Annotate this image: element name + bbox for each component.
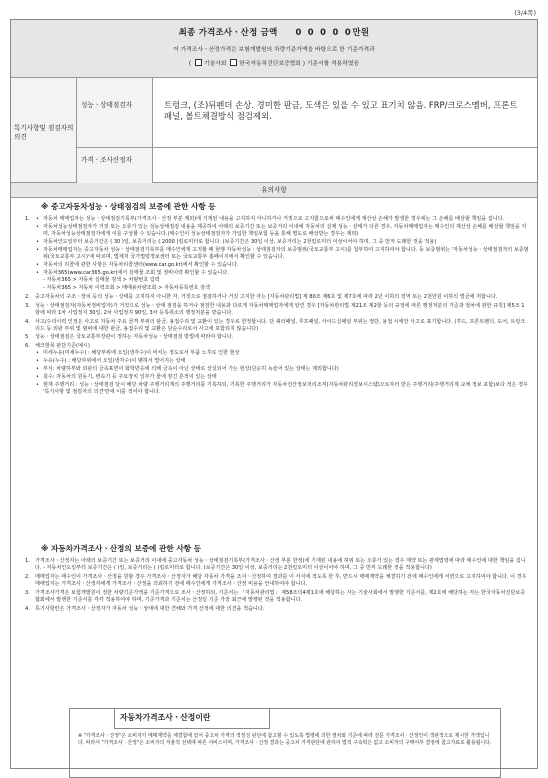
bullet-text: - 자동차365 > 자동차 실매물 검색 > 차량번호 입력 xyxy=(43,277,160,284)
bullet-item xyxy=(35,262,529,269)
bullet-icon: • xyxy=(36,381,40,388)
item-text: 중고자동차의 구조ㆍ장치 등의 성능ㆍ상태를 고지하지 아니한 자, 거짓으로 점검하거나 거짓 고지한 자는 [자동차관리법] 제 80조 제6호 및 제7호에 따라 2년 이하의 징역 또는 2천만원 이하의 벌금에 처합니다. xyxy=(35,293,498,300)
bullet-item xyxy=(35,358,529,365)
list-item xyxy=(25,334,529,341)
list-item xyxy=(25,574,529,588)
bullet-text: 침수: 자동차의 원동기, 변속기 등 주요장치 일부가 물에 잠긴 흔적이 있는 상태 xyxy=(43,373,217,380)
bullet-icon: • xyxy=(36,365,40,372)
list-item xyxy=(25,558,529,572)
list-item xyxy=(25,216,529,292)
item-text: 특기사항란은 가격조사ㆍ산정자가 자동차 성능ㆍ상태에 대한 견해와 가격 산정에 대한 의견을 적습니다. xyxy=(35,605,265,612)
bullet-item xyxy=(35,382,529,396)
item-text: 사고/수리이력 인정은 사고로 자동차 주요 골격 부위의 판금, 용접수리 및 교환이 있는 경우로 한정합니다. 단 쿼터패널, 루프패널, 사이드실패널 부위는 절단, 용접 시에만 사고로 표기합니다. (후드, 프론트펜더, 도어, 트렁크리드 등 외판 부위 및 범퍼에 대한 판금, 용접수리 및 교환은 단순수리로서 사고에 포함되지 않습니다) xyxy=(35,318,526,332)
bullet-icon: • xyxy=(36,350,40,357)
list-item xyxy=(25,319,529,333)
bullet-text: 자동차매매업자는 중고자동차 성능ㆍ상태점검기록부를 매수인에게 고지할 때 현행 자동차성능ㆍ상태점검자의 보증범위(국토교통부 고시)를 첨부하여 고지하여야 합니다. 동 보증범위는 '자동차성능ㆍ상태점검자의 보증범위(국토교통부 고시)'에 따르며, 법제처 국가법령정보센터 또는 국토교통부 홈페이지에서 확인할 수 있습니다. xyxy=(43,246,529,260)
item-number: 3. xyxy=(25,590,30,597)
bullet-icon: • xyxy=(36,216,40,223)
price-unit: 만원 xyxy=(352,27,370,37)
bullet-text: 현재 주행거리 : 성능ㆍ상태점검 당시 해당 차량 주행거리계의 주행거리를 기록하되, 기록한 주행거리가 자동차전산정보처리조직(자동차관리정보시스템)으로부터 받은 주행거리(주행거리계 교체 정보 포함)보다 적은 경우 '특기사항 및 점검자의 의견'란에 이를 적어야 합니다. xyxy=(43,381,528,395)
bullet-item xyxy=(35,277,529,284)
bullet-icon: • xyxy=(36,261,40,268)
bullet-item xyxy=(35,216,529,223)
bullet-text: 자동차인도일부터 보증기간은 ( 30 )일, 보증거리는 ( 2000 )킬로미터로 합니다. (보증기간은 30일 이상, 보증거리는 2천킬로미터 이상이어야 하며, 그 중 먼저 도래한 것을 적용) xyxy=(43,239,437,245)
definition-box xyxy=(69,708,501,778)
list-item xyxy=(25,590,529,604)
price-title: 최종 가격조사ㆍ산정 금액 xyxy=(178,27,278,37)
list-item xyxy=(25,343,529,396)
item-number: 1. xyxy=(25,558,30,565)
item-number: 2. xyxy=(25,574,30,581)
section-price-warranty xyxy=(11,545,537,615)
item-text: 매매업자는 매수인이 가격조사ㆍ산정을 원할 경우 가격조사ㆍ산정자가 해당 자동차 가격을 조사ㆍ산정하여 결과를 이 서식에 적도록 한 후, 반드시 매매계약을 체결하기 전에 매수인에게 서면으로 고지하여야 합니다. 이 경우 매매업자는 가격조사ㆍ산정자에게 가격조사ㆍ산정을 의뢰하기 전에 매수인에게 가격조사ㆍ산정 비용을 안내하여야 합니다. xyxy=(35,574,527,588)
document-frame xyxy=(10,19,538,769)
bullet-icon: • xyxy=(36,269,40,276)
definition-title: 자동차가격조사ㆍ산정이란 xyxy=(120,713,211,722)
price-header xyxy=(11,20,537,78)
section1-title: ※ 중고자동차성능ㆍ상태점검의 보증에 관한 사항 등 xyxy=(41,202,216,211)
bullet-text: 자동차성능상태점검자가 거짓 또는 오류가 있는 성능상태점검 내용을 제공하여 아래의 보증기간 또는 보증거리 이내에 자동차의 실제 성능ㆍ상태가 다른 경우, 자동차매매업자는 매수인의 재산상 손해를 배상할 책임을 지며, 자동차성능상태점검자에게 이를 구상할 수 있습니다.(매수인이 성능상태점검자가 가입한 책임보험 등을 통해 별도로 배상받는 경우는 제외) xyxy=(43,224,527,238)
item-text: 성능ㆍ상태점검자(자동차정비업자)가 거짓으로 성능ㆍ상태 점검을 하거나 점검한 내용과 다르게 자동차매매업자에게 알린 경우 [자동차관리법 제21조 제2항 등의 규정에 따른 행정처분의 기준과 절차에 관한 규칙] 제5조 1항에 따라 1차 사업정지 30일, 2차 사업정지 90일, 3차 등록취소의 행정처분을 받습니다. xyxy=(35,302,525,316)
bullet-icon: • xyxy=(36,246,40,253)
list-item xyxy=(25,606,529,613)
section-inspection-warranty xyxy=(11,203,537,397)
list-item xyxy=(25,294,529,301)
price-amount: 0 0 0 0 0 xyxy=(295,27,353,37)
bullet-item xyxy=(35,366,529,373)
item-number: 4. xyxy=(25,605,30,612)
page-number: (3/4쪽) xyxy=(514,9,536,17)
price-basis-text: 이 가격조사ㆍ산정가격은 보험개발원의 차량기준가액을 바탕으로 한 기준가격과 xyxy=(173,47,375,53)
bullet-text: 부식: 차량하부와 외판의 금속표면이 화학반응에 의해 금속이 아닌 상태로 상실되어 가는 현상(단순히 녹슬어 있는 상태는 제외합니다) xyxy=(43,365,339,372)
bullet-item xyxy=(35,270,529,277)
item-number: 3. xyxy=(25,302,30,309)
item-text: 가격조사가격은 보험개발원이 정한 차량기준가액을 기준가격으로 조사ㆍ산정하되, 기준서는 「자동차관리법」 제58조의4제1호에 해당하는 자는 기술사회에서 발행한 기준서를, 제2호에 해당하는 자는 한국자동차진단보증협회에서 발행한 기준서를 각각 적용하여야 하며, 기준가격과 기준서는 산정일 기준 가장 최근에 발행된 것을 적용합니다. xyxy=(35,590,526,604)
standard-selection: ( 기술사회 한국자동차진단보증협회 ) 기준서를 적용하였음 xyxy=(188,61,360,67)
item-text: 가격조사ㆍ산정자는 아래의 보증기간 또는 보증거리 이내에 중고자동차 성능ㆍ상태점검기록부(가격조사ㆍ산정 부분 한정)에 기재된 내용에 허위 또는 오류가 있는 경우 계약 또는 관계법령에 따라 매수인에 대한 책임을 집니다. - 자동차인도일부터 보증기간은 ( )일, 보증거리는 ( )킬로미터로 합니다. (보증기간은 30일 이상, 보증거리는 2천킬로미터 이상이어야 하며, 그 중 먼저 도래한 것을 적용합니다) xyxy=(35,558,526,572)
bullet-text: 누유(누수) : 해당부위에서 오일(냉각수)이 맺혀서 떨어지는 상태 xyxy=(43,358,186,365)
bullet-icon: • xyxy=(36,373,40,380)
opinion-table xyxy=(11,78,537,183)
list-item xyxy=(25,303,529,317)
bullet-item xyxy=(35,285,529,292)
bullet-icon: • xyxy=(36,224,40,230)
section2-list xyxy=(25,558,529,613)
bullet-item xyxy=(35,247,529,261)
bullet-text: 미세누유(미세누수) : 해당부위에 오일(냉각수)이 비치는 정도로서 부품 노후로 인한 현상 xyxy=(43,350,240,357)
item-text: 체크항목 판단기준(예시) xyxy=(35,343,90,350)
bullet-icon: • xyxy=(36,239,40,245)
option-association: 한국자동차진단보증협회 xyxy=(239,61,301,67)
bullet-item xyxy=(35,224,529,238)
checkbox-association[interactable] xyxy=(230,59,237,66)
appraiser-label: 가격ㆍ조사산정자 xyxy=(77,148,153,183)
item-text: 성능ㆍ상태점검은 국토교통부장관이 정하는 자동차성능ㆍ상태점검 방법에 따라야 합니다. xyxy=(35,334,234,341)
bullet-item xyxy=(35,350,529,357)
bullet-text: - 자동차365 > 자동차 이력조회 > 매매용차량조회 > 자동차등록번호 검색 xyxy=(43,285,210,292)
bullet-icon: • xyxy=(36,358,40,365)
section2-title: ※ 자동차가격조사ㆍ산정의 보증에 관한 사항 등 xyxy=(41,544,201,553)
definition-text: ※ "가격조사ㆍ산정"은 소비자가 매매계약을 체결함에 있어 중고차 가격의 적정성 판단에 참고할 수 있도록 법령에 의한 절차와 기준에 따라 전문 가격조사ㆍ산정인이 객관적으로 제시한 가액입니다. 따라서 "가격조사ㆍ산정"은 소비자의 자율적 선택에 따른 서비스이며, 가격조사ㆍ산정 결과는 중고차 가격판단에 관하여 법적 구속력은 없고 소비자의 구매여부 결정에 참고자료로 활용됩니다. xyxy=(78,733,492,746)
inspector-label: 성능ㆍ상태점검자 xyxy=(77,78,153,148)
inspector-opinion: 트렁크, (조)뒤펜더 손상. 경미한 판금, 도색은 있을 수 있고 표기치 않음. FRP/크로스멤버, 프론트 패널, 볼트체결방식 점검제외. xyxy=(153,78,537,148)
bullet-item xyxy=(35,374,529,381)
item-number: 4. xyxy=(25,318,30,325)
bullet-text: 자동차의 리콜에 관한 사항은 자동차리콜센터(www.car.go.kr)에서 확인할 수 있습니다. xyxy=(43,261,239,268)
option-engineers: 기술사회 xyxy=(204,61,227,67)
opinion-label: 특기사항및 점검자의 의견 xyxy=(11,78,77,182)
bullet-text: 자동차 매매업자는 성능ㆍ상태점검기록부(가격조사ㆍ산정 부분 제외)에 기재된 내용을 고지하지 아니하거나 거짓으로 고지함으로써 매수인에게 재산상 손해가 발생한 경우에는 그 손해를 배상할 책임을 집니다. xyxy=(43,216,505,223)
item-number: 1. xyxy=(25,216,30,223)
item-number: 2. xyxy=(25,293,30,300)
checkbox-engineers[interactable] xyxy=(195,59,202,66)
bullet-text: 자동차365(www.car365.go.kr)에서 실매물 조회 및 정비이력 확인할 수 있습니다. xyxy=(43,269,229,276)
notes-title: 유의사항 xyxy=(11,183,537,198)
section1-list xyxy=(25,216,529,396)
item-number: 6. xyxy=(25,343,30,350)
bullet-item xyxy=(35,239,529,246)
item-number: 5. xyxy=(25,334,30,341)
